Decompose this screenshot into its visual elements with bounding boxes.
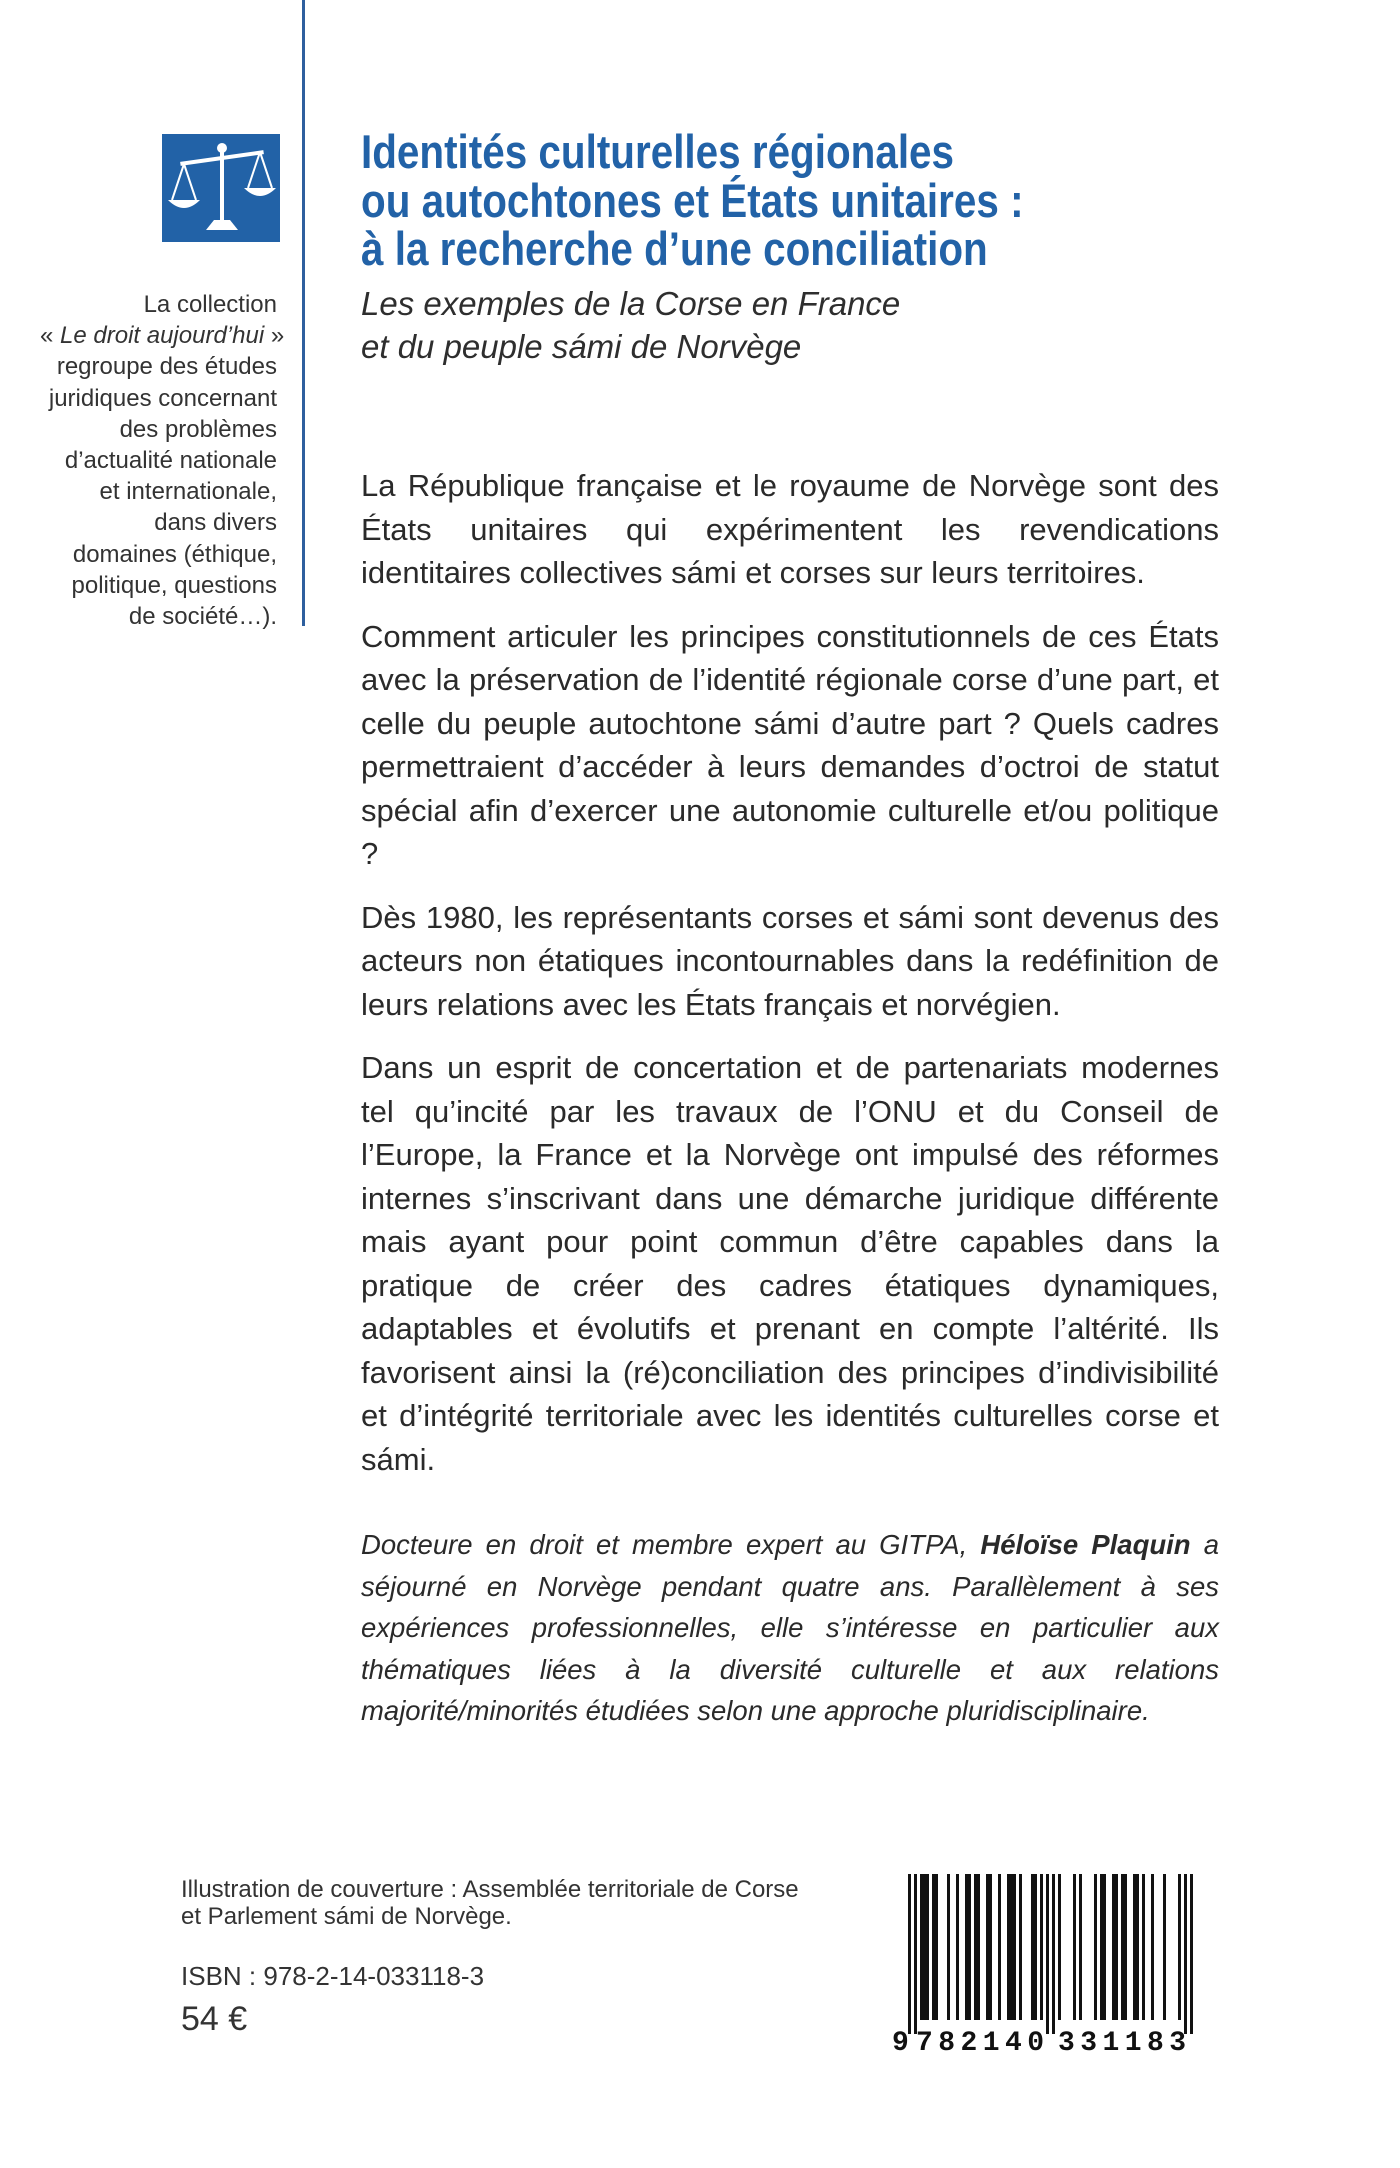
barcode-bar xyxy=(965,1874,968,2020)
barcode-guard-bar xyxy=(914,1874,917,2034)
summary-paragraph: Dans un esprit de concertation et de partenariats modernes tel qu’incité par les travaux de l’ONU et du Conseil de l’Europe, la France et la Norvège ont impulsé des réformes internes s’inscrivant dans une démarche juridique différente mais ayant pour point commun d’être capables dans la pratique de créer des cadres étatiques dynamiques, adaptables et évolutifs et prenant en compte l’altérité. Ils favorisent ainsi la (ré)conciliation des principes d’indivisibilité et d’intégrité territoriale avec les identités culturelles corse et sámi. xyxy=(361,1050,1219,1477)
barcode-bar xyxy=(1136,1874,1139,2020)
barcode-right-digits: 331183 xyxy=(1058,2028,1186,2056)
barcode-guard-bar xyxy=(908,1874,911,2034)
barcode-guard-bar xyxy=(1190,1874,1193,2034)
vertical-divider xyxy=(302,0,305,626)
barcode-bar xyxy=(1142,1874,1145,2020)
barcode-bar xyxy=(956,1874,959,2020)
barcode-bar xyxy=(1031,1874,1034,2020)
barcode-bar xyxy=(1034,1874,1037,2020)
barcode-bar xyxy=(1115,1874,1118,2020)
isbn: ISBN : 978-2-14-033118-3 xyxy=(181,1961,485,1991)
barcode-bar xyxy=(998,1874,1001,2020)
barcode-bar xyxy=(1103,1874,1106,2020)
barcode xyxy=(888,1874,1206,2056)
barcode-bar xyxy=(1007,1874,1010,2020)
barcode-lead-digit: 9 xyxy=(892,2028,909,2056)
barcode-bar xyxy=(1058,1874,1061,2020)
sidebar-line: dans divers xyxy=(154,509,277,537)
author-name: Héloïse Plaquin xyxy=(980,1529,1191,1560)
barcode-bar xyxy=(1163,1874,1166,2020)
author-bio xyxy=(361,1524,1219,1732)
sidebar-line: regroupe des études xyxy=(56,353,277,381)
barcode-bar xyxy=(923,1874,926,2020)
sidebar-line: domaines (éthique, xyxy=(72,540,277,568)
barcode-bar xyxy=(1079,1874,1082,2020)
barcode-bar xyxy=(1013,1874,1016,2020)
sidebar-line: juridiques concernant xyxy=(48,384,277,412)
sidebar-line: politique, questions xyxy=(71,571,277,599)
barcode-bar xyxy=(1019,1874,1022,2020)
sidebar-line: La collection xyxy=(143,291,277,318)
sidebar-line: des problèmes xyxy=(119,415,277,443)
summary-paragraph: Comment articuler les principes constitutionnels de ces États avec la préservation de l’identité régionale corse d’une part, et celle du peuple autochtone sámi d’autre part ? Quels cadres permettraient d’accéder à leurs demandes d’octroi de statut spécial afin d’exercer une autonomie culturelle et/ou politique ? xyxy=(361,618,1219,871)
barcode-bar xyxy=(1151,1874,1154,2020)
bio-intro: Docteure en droit et membre expert au GITPA, xyxy=(361,1529,981,1560)
title-line: Identités culturelles régionales xyxy=(361,125,955,178)
scales-of-justice-icon xyxy=(162,134,280,252)
bio-rest: a séjourné en Norvège pendant quatre ans. Parallèlement à ses expériences professionnelles, elle s’intéresse en particulier aux thématiques liées à la diversité culturelle et aux relations majorité/minorités étudiées selon une approche pluridisciplinaire. xyxy=(361,1529,1220,1727)
barcode-bar xyxy=(1040,1874,1043,2020)
sidebar-line: d’actualité nationale xyxy=(64,447,277,475)
collection-name: Le droit aujourd’hui xyxy=(60,322,265,350)
barcode-guard-bar xyxy=(1184,1874,1187,2034)
summary-text xyxy=(361,464,1219,1501)
barcode-bar xyxy=(1094,1874,1097,2020)
barcode-bar xyxy=(935,1874,938,2020)
barcode-bar xyxy=(1178,1874,1181,2020)
barcode-bar xyxy=(1100,1874,1103,2020)
collection-description xyxy=(40,289,285,632)
barcode-bar xyxy=(947,1874,950,2020)
barcode-bar xyxy=(989,1874,992,2020)
credit-line: Illustration de couverture : Assemblée territoriale de Corse xyxy=(181,1876,799,1903)
title-line: ou autochtones et États unitaires : xyxy=(361,173,1024,227)
barcode-bar xyxy=(920,1874,923,2020)
title-line: à la recherche d’une conciliation xyxy=(361,222,988,275)
barcode-bar xyxy=(968,1874,971,2020)
barcode-bar xyxy=(1112,1874,1115,2020)
book-title xyxy=(361,125,1221,275)
sidebar-line: et internationale, xyxy=(99,478,277,506)
barcode-guard-bar xyxy=(1046,1874,1049,2034)
book-subtitle xyxy=(361,282,1219,368)
price: 54 € xyxy=(181,2000,248,2038)
barcode-bar xyxy=(1010,1874,1013,2020)
barcode-bar xyxy=(977,1874,980,2020)
sidebar-line: « Le droit aujourd’hui » xyxy=(40,322,285,350)
subtitle-line: Les exemples de la Corse en France xyxy=(361,285,901,322)
barcode-bar xyxy=(1133,1874,1136,2020)
barcode-guard-bar xyxy=(1052,1874,1055,2034)
barcode-bar xyxy=(1073,1874,1076,2020)
credit-line: et Parlement sámi de Norvège. xyxy=(181,1903,512,1930)
barcode-left-digits: 782140 xyxy=(916,2028,1044,2056)
summary-paragraph: Dès 1980, les représentants corses et sámi sont devenus des acteurs non étatiques incontournables dans la redéfinition de leurs relations avec les États français et norvégien. xyxy=(361,899,1219,1022)
barcode-bar xyxy=(926,1874,929,2020)
sidebar-line: de société…). xyxy=(128,603,277,631)
barcode-bar xyxy=(932,1874,935,2020)
barcode-bar xyxy=(986,1874,989,2020)
cover-credit xyxy=(181,1876,901,1930)
barcode-bar xyxy=(1124,1874,1127,2020)
barcode-bar xyxy=(974,1874,977,2020)
barcode-bar xyxy=(1121,1874,1124,2020)
summary-paragraph: La République française et le royaume de Norvège sont des États unitaires qui expérimentent les revendications identitaires collectives sámi et corses sur leurs territoires. xyxy=(361,468,1219,590)
subtitle-line: et du peuple sámi de Norvège xyxy=(361,328,802,365)
